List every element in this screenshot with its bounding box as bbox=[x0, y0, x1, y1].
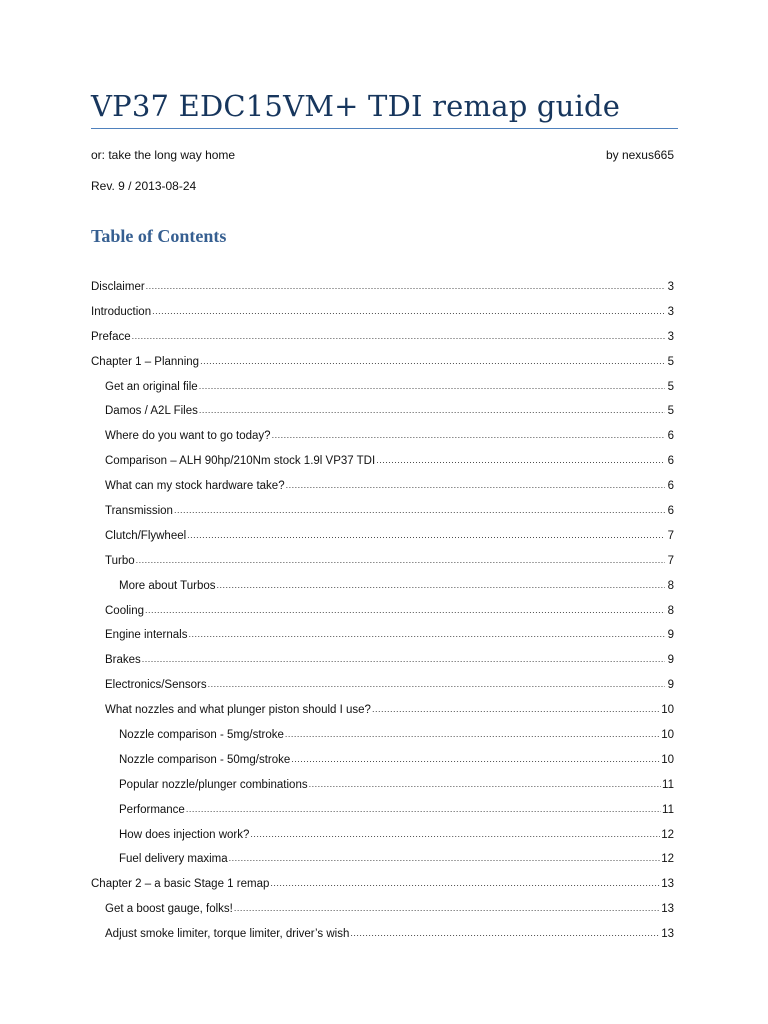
toc-dot-leader bbox=[199, 376, 665, 396]
toc-entry[interactable] bbox=[91, 526, 674, 551]
document-revision: Rev. 9 / 2013-08-24 bbox=[91, 179, 197, 193]
document-subtitle: or: take the long way home bbox=[91, 148, 236, 162]
toc-entry-page: 9 bbox=[667, 654, 674, 667]
toc-entry[interactable] bbox=[91, 775, 674, 800]
toc-entry-title: Transmission bbox=[105, 505, 173, 518]
toc-dot-leader bbox=[208, 674, 665, 694]
toc-dot-leader bbox=[272, 425, 665, 445]
toc-entry[interactable] bbox=[91, 849, 674, 874]
toc-entry[interactable] bbox=[91, 924, 674, 949]
toc-entry-title: Preface bbox=[91, 330, 131, 343]
toc-dot-leader bbox=[145, 600, 665, 620]
toc-dot-leader bbox=[199, 400, 665, 420]
toc-dot-leader bbox=[291, 749, 660, 769]
toc-entry-page: 7 bbox=[667, 529, 674, 542]
toc-entry-page: 8 bbox=[667, 579, 674, 592]
toc-entry[interactable] bbox=[91, 576, 674, 601]
toc-entry[interactable] bbox=[91, 501, 674, 526]
toc-entry[interactable] bbox=[91, 377, 674, 402]
toc-dot-leader bbox=[200, 351, 665, 371]
toc-entry-page: 6 bbox=[667, 505, 674, 518]
toc-entry[interactable] bbox=[91, 700, 674, 725]
toc-entry[interactable] bbox=[91, 451, 674, 476]
toc-dot-leader bbox=[136, 550, 665, 570]
subtitle-row bbox=[91, 147, 674, 163]
toc-entry-title: Chapter 1 – Planning bbox=[91, 355, 200, 368]
toc-entry-title: Fuel delivery maxima bbox=[119, 853, 228, 866]
toc-entry-page: 12 bbox=[661, 853, 674, 866]
toc-entry-title: Get an original file bbox=[105, 380, 198, 393]
toc-entry-page: 3 bbox=[667, 305, 674, 318]
toc-entry-page: 13 bbox=[661, 903, 674, 916]
toc-entry-page: 11 bbox=[662, 803, 674, 816]
toc-entry-page: 5 bbox=[667, 380, 674, 393]
toc-entry-page: 5 bbox=[667, 405, 674, 418]
toc-entry-page: 13 bbox=[661, 878, 674, 891]
toc-entry-title: Damos / A2L Files bbox=[105, 405, 198, 418]
toc-dot-leader bbox=[372, 699, 660, 719]
toc-entry-page: 7 bbox=[667, 554, 674, 567]
toc-entry-title: Nozzle comparison - 50mg/stroke bbox=[119, 753, 291, 766]
toc-entry-title: Popular nozzle/plunger combinations bbox=[119, 778, 308, 791]
toc-entry-title: Engine internals bbox=[105, 629, 188, 642]
document-author: by nexus665 bbox=[605, 148, 674, 162]
table-of-contents bbox=[91, 277, 674, 949]
toc-dot-leader bbox=[350, 923, 660, 943]
toc-dot-leader bbox=[152, 301, 665, 321]
toc-entry[interactable] bbox=[91, 750, 674, 775]
toc-entry-title: Introduction bbox=[91, 305, 152, 318]
toc-entry-title: Performance bbox=[119, 803, 185, 816]
toc-entry-title: Nozzle comparison - 5mg/stroke bbox=[119, 729, 284, 742]
toc-entry-title: What nozzles and what plunger piston should I use? bbox=[105, 704, 371, 717]
toc-dot-leader bbox=[234, 898, 660, 918]
title-underline bbox=[91, 128, 678, 129]
toc-entry-title: Electronics/Sensors bbox=[105, 679, 207, 692]
toc-entry[interactable] bbox=[91, 625, 674, 650]
toc-entry[interactable] bbox=[91, 352, 674, 377]
toc-dot-leader bbox=[142, 649, 665, 669]
toc-dot-leader bbox=[229, 848, 661, 868]
toc-entry[interactable] bbox=[91, 725, 674, 750]
toc-entry[interactable] bbox=[91, 401, 674, 426]
toc-dot-leader bbox=[286, 475, 665, 495]
toc-entry-page: 8 bbox=[667, 604, 674, 617]
toc-entry-title: Brakes bbox=[105, 654, 141, 667]
toc-entry-page: 3 bbox=[667, 330, 674, 343]
toc-entry-title: Cooling bbox=[105, 604, 144, 617]
toc-entry-page: 6 bbox=[667, 430, 674, 443]
toc-entry[interactable] bbox=[91, 302, 674, 327]
toc-entry-title: Clutch/Flywheel bbox=[105, 529, 187, 542]
toc-entry[interactable] bbox=[91, 800, 674, 825]
toc-entry-title: Comparison – ALH 90hp/210Nm stock 1.9l VP37 TDI bbox=[105, 455, 376, 468]
toc-entry-title: How does injection work? bbox=[119, 828, 250, 841]
toc-entry-title: Chapter 2 – a basic Stage 1 remap bbox=[91, 878, 270, 891]
toc-entry-title: Adjust smoke limiter, torque limiter, driver’s wish bbox=[105, 928, 350, 941]
toc-entry[interactable] bbox=[91, 601, 674, 626]
toc-entry-page: 9 bbox=[667, 629, 674, 642]
toc-dot-leader bbox=[186, 799, 661, 819]
toc-dot-leader bbox=[376, 450, 665, 470]
document-title: VP37 EDC15VM+ TDI remap guide bbox=[91, 89, 621, 123]
toc-heading: Table of Contents bbox=[91, 226, 227, 246]
toc-dot-leader bbox=[146, 276, 665, 296]
toc-entry[interactable] bbox=[91, 675, 674, 700]
toc-entry-page: 10 bbox=[661, 753, 674, 766]
toc-dot-leader bbox=[217, 575, 665, 595]
toc-entry-page: 12 bbox=[661, 828, 674, 841]
toc-entry-page: 11 bbox=[662, 778, 674, 791]
toc-entry-title: Get a boost gauge, folks! bbox=[105, 903, 233, 916]
toc-dot-leader bbox=[250, 824, 660, 844]
toc-entry-page: 9 bbox=[667, 679, 674, 692]
toc-entry-title: Turbo bbox=[105, 554, 135, 567]
toc-entry[interactable] bbox=[91, 650, 674, 675]
toc-entry[interactable] bbox=[91, 899, 674, 924]
toc-dot-leader bbox=[270, 873, 660, 893]
toc-entry[interactable] bbox=[91, 874, 674, 899]
toc-entry-page: 10 bbox=[661, 704, 674, 717]
toc-entry[interactable] bbox=[91, 551, 674, 576]
toc-dot-leader bbox=[188, 624, 665, 644]
toc-entry-page: 6 bbox=[667, 480, 674, 493]
toc-dot-leader bbox=[132, 326, 665, 346]
toc-entry[interactable] bbox=[91, 327, 674, 352]
toc-dot-leader bbox=[285, 724, 660, 744]
toc-entry-page: 13 bbox=[661, 928, 674, 941]
toc-entry[interactable] bbox=[91, 426, 674, 451]
toc-entry-title: Where do you want to go today? bbox=[105, 430, 271, 443]
toc-dot-leader bbox=[174, 500, 665, 520]
toc-entry-title: What can my stock hardware take? bbox=[105, 480, 285, 493]
toc-dot-leader bbox=[187, 525, 665, 545]
toc-entry-title: Disclaimer bbox=[91, 281, 145, 293]
toc-entry[interactable] bbox=[91, 476, 674, 501]
toc-entry[interactable] bbox=[91, 277, 674, 302]
toc-entry-page: 5 bbox=[667, 355, 674, 368]
toc-entry[interactable] bbox=[91, 825, 674, 850]
toc-entry-title: More about Turbos bbox=[119, 579, 216, 592]
toc-dot-leader bbox=[309, 774, 661, 794]
toc-entry-page: 10 bbox=[661, 729, 674, 742]
toc-entry-page: 6 bbox=[667, 455, 674, 468]
toc-entry-page: 3 bbox=[667, 281, 674, 293]
